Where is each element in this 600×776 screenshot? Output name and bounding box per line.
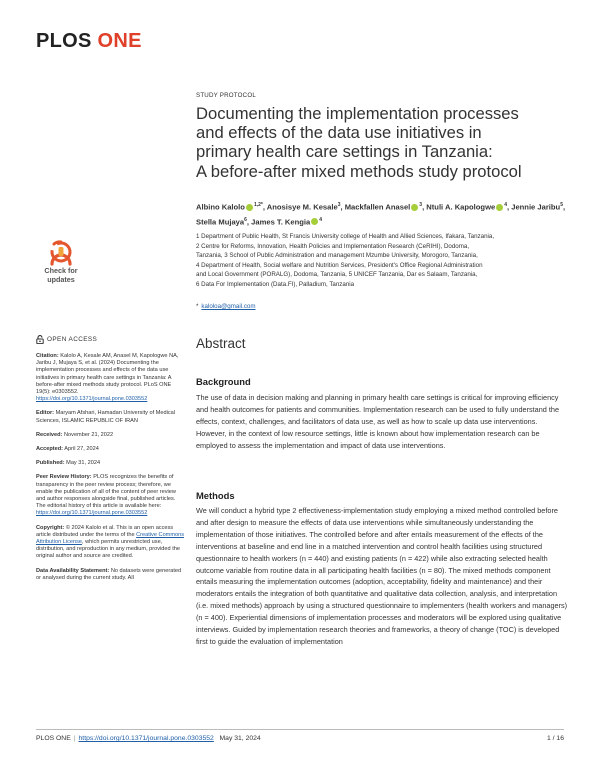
citation-label: Citation: [36, 353, 59, 359]
footer-journal: PLOS ONE [36, 735, 71, 742]
published-date: May 31, 2024 [66, 460, 101, 467]
author-name[interactable]: Ntuli A. Kapologwe [426, 202, 496, 212]
affiliation-line: and Local Government (PORALG), Dodoma, Tanzania, 5 UNICEF Tanzania, Dar es Salaam, Tanzania, [196, 271, 478, 278]
title-line: and effects of the data use initiatives in [196, 123, 482, 143]
copyright-text-post: , which permits unrestricted use, distribution, and reproduction in any medium, provided the original author and source are credited. [36, 539, 180, 560]
author-affiliation-sup: 3 [337, 202, 341, 208]
methods-heading: Methods [196, 490, 235, 501]
copyright-label: Copyright: [36, 524, 65, 531]
page-number: 1 / 16 [546, 735, 564, 742]
author-affiliation-sup: 5 [560, 202, 563, 208]
author-name[interactable]: Anosisye M. Kesale [266, 202, 338, 212]
open-access-badge [36, 335, 186, 344]
peer-review-link[interactable]: https://doi.org/10.1371/journal.pone.0303552 [36, 510, 148, 517]
author-separator: , [262, 202, 267, 212]
methods-text: We will conduct a hybrid type 2 effectiveness-implementation study employing a mixed method controlled before and after design to measure the effects of data use interventions while simultaneously understanding the implementation of those initiatives. The controlled before and after entails measurement of the effects of the interventions at baseline and end line in a matched intervention and control health facilities using structured questionnaire to health workers (n = 440) and existing patients (n = 422) while also extracting selected health outcome variable from routine data in all participating health facilities (n = 80). The mixed methods component entails measuring the implementation outcomes (adoption, acceptability, fidelity and maintenance) and their moderators entails the integration of both quantitative and qualitative data collection, analysis, and interpretation (i.e. mixed methods) approach by using a structured questionnaire to implementers (health workers and managers) (n = 400). Experiential dimensions of implementation processes and moderators will be explored using qualitative interviews. Guided by implementation research theories and frameworks, a theory of change (TOC) is developed first to guide the evaluation of implementation [196, 506, 568, 646]
open-lock-icon [36, 335, 44, 344]
published-label: Published: [36, 460, 65, 467]
footer-separator: | [73, 735, 76, 742]
check-for-updates-badge[interactable] [34, 240, 88, 294]
author-separator: , [422, 202, 427, 212]
email-star: * [196, 303, 199, 310]
page-footer [36, 735, 564, 742]
affiliation-line: 1 Department of Public Health, St Francis University college of Health and Allied Sciences, Ifakara, Tanzania, [196, 233, 495, 240]
footer-doi-link[interactable]: https://doi.org/10.1371/journal.pone.0303552 [78, 735, 214, 742]
corresponding-email[interactable] [196, 303, 256, 310]
title-line: A before-after mixed methods study protocol [196, 161, 522, 181]
editor-label: Editor: [36, 410, 55, 417]
author-name[interactable]: James T. Kengia [251, 217, 311, 227]
received-block [36, 432, 186, 439]
background-heading: Background [196, 376, 251, 387]
received-label: Received: [36, 431, 63, 438]
author-separator: , [562, 202, 566, 212]
article-title [196, 104, 576, 181]
affiliations [196, 232, 586, 289]
editor-text: Maryam Afshari, Hamadan University of Medical Sciences, ISLAMIC REPUBLIC OF IRAN [36, 410, 175, 424]
author-affiliation-sup: 1,2* [253, 202, 263, 208]
open-access-label: OPEN ACCESS [47, 335, 98, 343]
article-type-label: STUDY PROTOCOL [196, 92, 256, 99]
footer-date: May 31, 2024 [219, 735, 261, 742]
copyright-block [36, 525, 186, 561]
author-affiliation-sup: 4 [504, 202, 507, 208]
author-list [196, 199, 586, 228]
check-updates-line2: updates [47, 274, 75, 284]
published-block [36, 460, 186, 467]
background-text: The use of data in decision making and planning in primary health care settings is critical for improving efficiency and health outcomes for patients and communities. Implementation research can be used to fully understand the effects, context, challenges, and facilitators of data use, as well as how to scale up data use interventions. However, in the context of low resource settings, little is known about how implementation research can be employed to assess the implementation and impact of data use interventions. [196, 393, 560, 450]
orcid-icon[interactable] [496, 204, 503, 211]
orcid-icon[interactable] [311, 218, 318, 225]
author-separator: , [340, 202, 345, 212]
check-updates-line1: Check for [44, 266, 78, 275]
author-separator: , [506, 202, 512, 212]
author-affiliation-sup: 6 [244, 216, 247, 223]
author-affiliation-sup: 3 [419, 202, 423, 208]
data-availability-label: Data Availability Statement: [36, 567, 110, 574]
author-separator: , [246, 217, 252, 227]
logo-one: ONE [97, 30, 142, 52]
author-name[interactable]: Stella Mujaya [196, 217, 245, 227]
accepted-block [36, 446, 186, 453]
author-name[interactable]: Mackfallen Anasel [344, 202, 411, 212]
copyright-text: © 2024 Kalolo et al. This is an open access article distributed under the terms of the [36, 524, 174, 538]
citation-block [36, 353, 186, 403]
orcid-icon[interactable] [411, 204, 418, 211]
peer-review-block [36, 474, 186, 517]
title-line: Documenting the implementation processes [196, 104, 519, 123]
affiliation-line: 2 Centre for Reforms, Innovation, Health Policies and Implementation Research (CeRIHI), Dodoma, [196, 242, 470, 250]
editor-block [36, 410, 186, 424]
author-affiliation-sup: 4 [319, 216, 323, 223]
citation-doi-link[interactable]: https://doi.org/10.1371/journal.pone.0303552 [36, 396, 148, 403]
data-availability-block [36, 568, 186, 582]
author-name[interactable]: Jennie Jaribu [511, 202, 561, 212]
peer-review-text: PLOS recognizes the benefits of transparency in the peer review process; therefore, we enable the publication of all of the content of peer review and author responses alongside final, published articles. The editorial history of this article is available here: [36, 474, 176, 510]
journal-logo [36, 30, 142, 53]
footer-rule [36, 729, 564, 730]
data-availability-text: No datasets were generated or analysed during the current study. All [36, 567, 182, 581]
accepted-date: April 27, 2024 [64, 446, 99, 453]
orcid-icon[interactable] [246, 204, 253, 211]
email-address[interactable]: kaloloa@gmail.com [201, 303, 256, 310]
citation-text: Kalolo A, Kesale AM, Anasel M, Kapologwe NA, Jaribu J, Mujaya S, et al. (2024) Documenting the implementation processes and effects of the data use initiatives in primary health care settings in Tanzania: A before-after mixed methods study protocol. PLoS ONE 19(5): e0303552. [36, 353, 179, 396]
title-line: primary health care settings in Tanzania: [196, 142, 493, 162]
affiliation-line: 4 Department of Health, Social welfare and Nutrition Services, President's Office Regional Administration [196, 261, 483, 269]
author-name[interactable]: Albino Kalolo [196, 202, 245, 212]
received-date: November 21, 2022 [64, 431, 114, 438]
peer-review-label: Peer Review History: [36, 474, 92, 481]
accepted-label: Accepted: [36, 446, 64, 453]
license-link[interactable]: Creative Commons Attribution License [36, 531, 185, 546]
logo-plos: PLOS [36, 30, 92, 52]
affiliation-line: Tanzania, 3 School of Public Administration and management Mzumbe University, Morogoro, Tanzania, [196, 252, 478, 259]
abstract-heading: Abstract [196, 336, 246, 351]
affiliation-line: 6 Data For Implementation (Data.FI), Palladium, Tanzania [196, 280, 355, 288]
article-info-sidebar [36, 335, 186, 589]
